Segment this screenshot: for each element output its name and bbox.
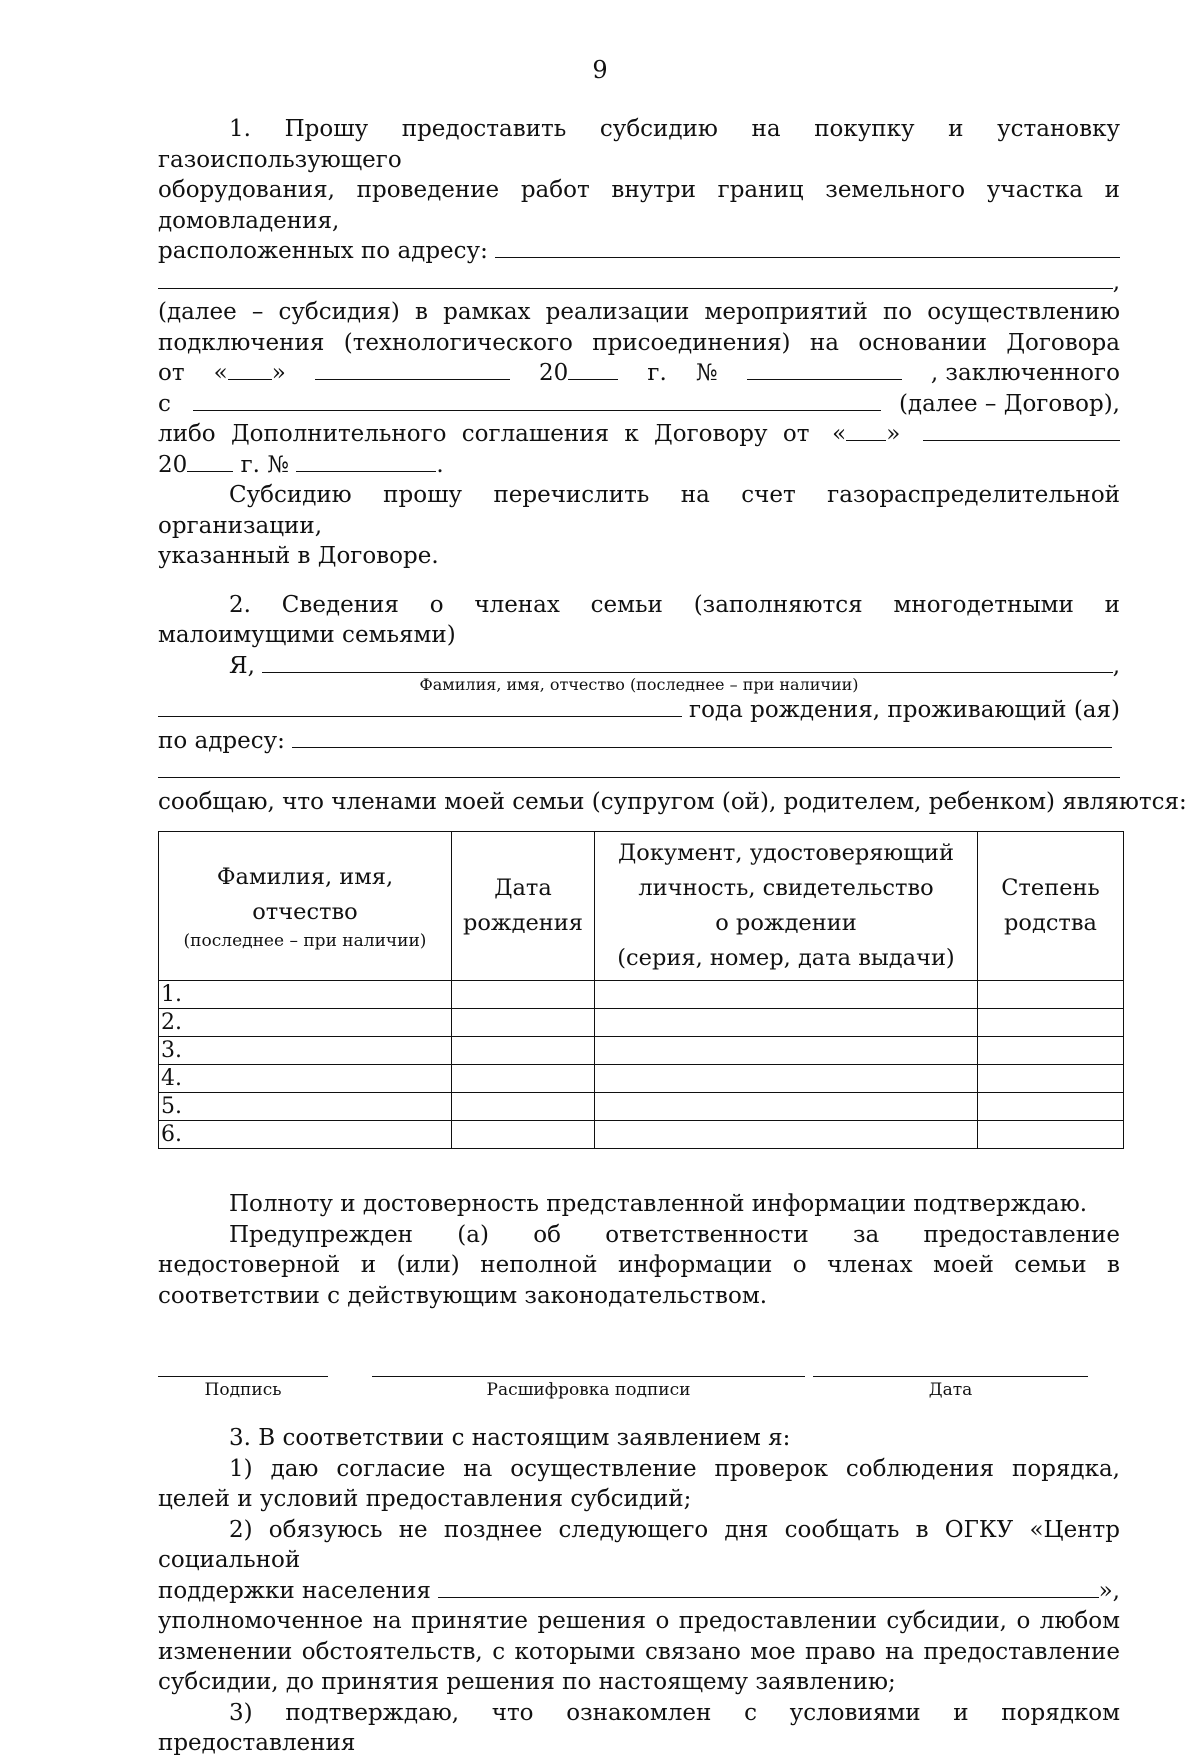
signature-caption: Подпись — [204, 1379, 282, 1400]
col-doc-header: Документ, удостоверяющий личность, свидетельство о рождении (серия, номер, дата выдачи) — [595, 832, 978, 981]
s2-ya-line: Я, , — [229, 652, 1120, 679]
signature-lines — [158, 1337, 1120, 1377]
signature-field[interactable] — [158, 1355, 328, 1377]
applicant-address-field[interactable] — [292, 726, 1112, 748]
kin-cell[interactable] — [978, 1037, 1124, 1065]
birth-cell[interactable] — [452, 981, 595, 1009]
kin-cell[interactable] — [978, 1009, 1124, 1037]
s1-line6: подключения (технологического присоединения) на основании Договора — [158, 329, 1120, 356]
s2-heading: 2. Сведения о членах семьи (заполняются многодетными и малоимущими семьями) — [158, 591, 1120, 648]
warned-text: Предупрежден (а) об ответственности за предоставление недостоверной и (или) неполной информации о членах моей семьи в соответствии с действующим законодательством. — [158, 1221, 1120, 1309]
addendum-day-wrap: « » — [832, 421, 901, 447]
doc-cell[interactable] — [595, 981, 978, 1009]
s3-item1: 1) даю согласие на осуществление проверок соблюдения порядка, целей и условий предоставления субсидий; — [158, 1455, 1120, 1512]
contractor-field[interactable] — [193, 389, 881, 411]
s1-addendum-year-line: 20 г. № . — [158, 451, 444, 478]
s1-line2: оборудования, проведение работ внутри границ земельного участка и домовладения, — [158, 177, 1120, 234]
s1-with-line — [158, 389, 1120, 420]
table-row — [159, 981, 1124, 1009]
table-row — [159, 1037, 1124, 1065]
addendum-day-field[interactable] — [846, 419, 886, 441]
transcript-caption: Расшифровка подписи — [486, 1379, 691, 1400]
s1-address-line — [158, 236, 1120, 267]
doc-cell[interactable] — [595, 1009, 978, 1037]
contract-year-wrap: 20 — [539, 358, 618, 389]
s-label: с — [158, 390, 171, 417]
applicant-fio-field[interactable] — [262, 651, 1112, 673]
s3-item2-b: поддержки населения », — [158, 1577, 1120, 1604]
comma: , — [1112, 268, 1120, 295]
g-label: г. — [647, 360, 667, 386]
s3-item3: 3) подтверждаю, что ознакомлен с условиями и порядком предоставления — [158, 1699, 1120, 1756]
table-row — [159, 1009, 1124, 1037]
kin-cell[interactable] — [978, 1093, 1124, 1121]
family-members-table — [158, 831, 1124, 1149]
doc-cell[interactable] — [595, 1037, 978, 1065]
addendum-year-field[interactable] — [187, 450, 233, 472]
table-row — [159, 1093, 1124, 1121]
s1-line5: (далее – субсидия) в рамках реализации мероприятий по осуществлению — [158, 299, 1120, 325]
s3-heading: 3. В соответствии с настоящим заявлением я: — [229, 1425, 791, 1451]
kin-cell[interactable] — [978, 1065, 1124, 1093]
contract-year-field[interactable] — [568, 358, 618, 380]
ot-label: от — [158, 360, 185, 386]
address-field[interactable] — [495, 236, 1120, 258]
no-label: № — [695, 360, 718, 386]
document-body — [158, 114, 1187, 1759]
s3-item2-c: уполномоченное на принятие решения о предоставлении субсидии, о любом изменении обстоятельств, с которыми связано мое право на предоставление субсидии, до принятия решения по настоящему заявлению; — [158, 1608, 1120, 1695]
s3-item2-a: 2) обязуюсь не позднее следующего дня сообщать в ОГКУ «Центр социальной — [158, 1516, 1120, 1573]
social-center-field[interactable] — [438, 1576, 1098, 1598]
birth-cell[interactable] — [452, 1093, 595, 1121]
transcript-field[interactable] — [372, 1355, 805, 1377]
s1-line1: 1. Прошу предоставить субсидию на покупку и установку газоиспользующего — [158, 116, 1120, 173]
doc-cell[interactable] — [595, 1065, 978, 1093]
address-field-2[interactable] — [158, 267, 1113, 289]
birth-cell[interactable] — [452, 1037, 595, 1065]
birth-cell[interactable] — [452, 1121, 595, 1149]
doc-cell[interactable] — [595, 1121, 978, 1149]
signature-captions — [158, 1377, 1120, 1403]
row-number: 1. — [159, 981, 452, 1009]
contract-number-field[interactable] — [747, 358, 902, 380]
s2-address-line: по адресу: — [158, 726, 1120, 757]
date-caption: Дата — [928, 1379, 973, 1400]
birth-cell[interactable] — [452, 1009, 595, 1037]
birth-cell[interactable] — [452, 1065, 595, 1093]
col-kin-header: Степень родства — [978, 832, 1124, 981]
page-number: 9 — [592, 56, 608, 84]
row-number: 6. — [159, 1121, 452, 1149]
date-field[interactable] — [813, 1355, 1088, 1377]
kin-cell[interactable] — [978, 1121, 1124, 1149]
s1-addendum-line — [158, 419, 1120, 450]
table-row — [159, 1065, 1124, 1093]
col-fio-header: Фамилия, имя, отчество (последнее – при наличии) — [159, 832, 452, 981]
s2-address-line2 — [158, 756, 1120, 787]
kin-cell[interactable] — [978, 981, 1124, 1009]
contract-day-wrap: « » — [213, 360, 286, 386]
contract-day-field[interactable] — [228, 358, 272, 380]
addendum-month-field[interactable] — [923, 419, 1120, 441]
transfer-line1: Субсидию прошу перечислить на счет газораспределительной организации, — [158, 482, 1120, 539]
fio-caption: Фамилия, имя, отчество (последнее – при наличии) — [419, 675, 859, 694]
transfer-line2: указанный в Договоре. — [158, 543, 439, 569]
s1-address-line2 — [158, 267, 1120, 298]
s2-inform-line: сообщаю, что членами моей семьи (супругом (ой), родителем, ребенком) являются: — [158, 788, 1187, 815]
s2-birth-line: года рождения, проживающий (ая) — [158, 695, 1120, 726]
row-number: 3. — [159, 1037, 452, 1065]
confirm-text: Полноту и достоверность представленной информации подтверждаю. — [229, 1191, 1088, 1217]
table-header-row — [159, 832, 1124, 981]
contract-month-field[interactable] — [315, 358, 510, 380]
s1-contract-line — [158, 358, 1120, 389]
address-label: расположенных по адресу: — [158, 238, 488, 264]
row-number: 4. — [159, 1065, 452, 1093]
further-contract: (далее – Договор), — [898, 390, 1120, 417]
row-number: 2. — [159, 1009, 452, 1037]
doc-cell[interactable] — [595, 1093, 978, 1121]
addendum-number-field[interactable] — [296, 450, 436, 472]
col-birth-header: Дата рождения — [452, 832, 595, 981]
birth-year-field[interactable] — [158, 695, 682, 717]
addendum-label: либо Дополнительного соглашения к Договору от — [158, 421, 810, 447]
concluded-label: , заключенного — [930, 360, 1120, 386]
table-row — [159, 1121, 1124, 1149]
applicant-address-field-2[interactable] — [158, 756, 1120, 778]
row-number: 5. — [159, 1093, 452, 1121]
